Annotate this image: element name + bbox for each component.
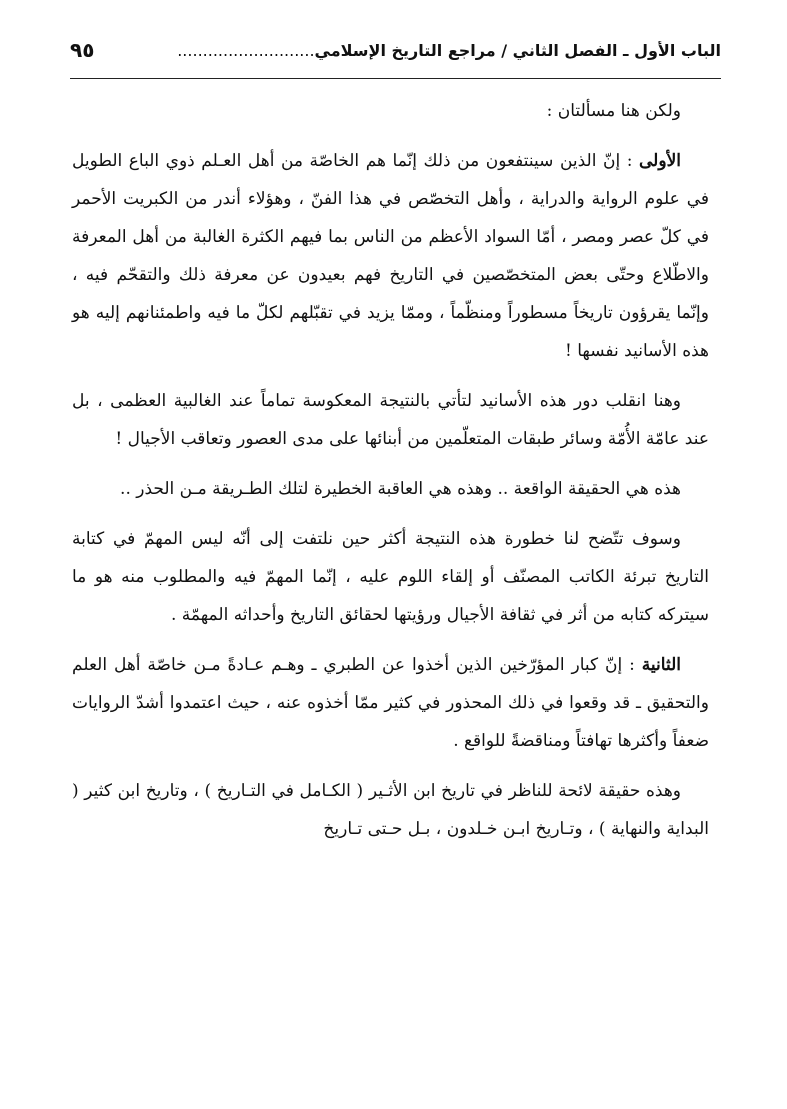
paragraph-second-issue — [72, 646, 709, 760]
header-divider — [70, 78, 721, 79]
paragraph-text: ولكن هنا مسألتان : — [546, 101, 681, 121]
header-leader-dots: ........................... — [177, 40, 315, 60]
paragraph-first-issue — [72, 142, 709, 370]
running-header — [70, 34, 721, 66]
paragraph-text: وهنا انقلب دور هذه الأسانيد لتأتي بالنتيجة المعكوسة تماماً عند الغالبية العظمى ، بل عند عامّة الأُمّة وسائر طبقات المتعلّمين من أبنائها على مدى العصور وتعاقب الأجيال ! — [72, 391, 709, 449]
paragraph-text: : إنّ الذين سينتفعون من ذلك إنّما هم الخاصّة من أهل العـلم ذوي الباع الطويل في علوم الرواية والدراية ، وأهل التخصّص في هذا الفنّ ، وهؤلاء أندر من الكبريت الأحمر في كلّ عصر ومصر ، أمّا السواد الأعظم من الناس بما فيهم الكثرة الغالبة من أهل المعرفة والاطّلاع وحتّى بعض المتخصّصين في التاريخ فهم بعيدون عن معرفة ذلك والتقحّم فيه ، وإنّما يقرؤون تاريخاً مسطوراً ومنظّماً ، وممّا يزيد في تقبّلهم لكلّ ما فيه واطمئنانهم إليه هو هذه الأسانيد نفسها ! — [72, 151, 709, 361]
body-text — [72, 92, 709, 848]
paragraph-evidence — [72, 772, 709, 848]
paragraph-lead: الثانية — [641, 655, 681, 675]
paragraph-lead: الأولى — [639, 151, 681, 171]
paragraph-reversal — [72, 382, 709, 458]
header-title: الباب الأول ـ الفصل الثاني / مراجع التاريخ الإسلامي — [314, 40, 721, 60]
page-number: ٩٥ — [70, 38, 95, 62]
paragraph-fact — [72, 470, 709, 508]
paragraph-text: : إنّ كبار المؤرّخين الذين أخذوا عن الطبري ـ وهـم عـادةً مـن خاصّة أهل العلم والتحقيق ـ قد وقعوا في ذلك المحذور في كثير ممّا أخذوه عنه ، حيث اعتمدوا أشدّ الروايات ضعفاً وأكثرها تهافتاً ومناقضةً للواقع . — [72, 655, 709, 751]
paragraph-text: وسوف تتّضح لنا خطورة هذه النتيجة أكثر حين نلتفت إلى أنّه ليس المهمّ في كتابة التاريخ تبرئة الكاتب المصنّف أو إلقاء اللوم عليه ، إنّما المهمّ فيه والمطلوب منه هو ما سيتركه كتابه من أثر في ثقافة الأجيال ورؤيتها لحقائق التاريخ وأحداثه المهمّة . — [72, 529, 709, 625]
paragraph-text: هذه هي الحقيقة الواقعة .. وهذه هي العاقبة الخطيرة لتلك الطـريقة مـن الحذر .. — [120, 479, 681, 499]
paragraph-intro — [72, 92, 709, 130]
paragraph-consequence — [72, 520, 709, 634]
header-title-line — [104, 41, 721, 60]
paragraph-text: وهذه حقيقة لائحة للناظر في تاريخ ابن الأثـير ( الكـامل في التـاريخ ) ، وتاريخ ابن كثير ( البداية والنهاية ) ، وتـاريخ ابـن خـلدون ، بـل حـتى تـاريخ — [72, 781, 709, 839]
